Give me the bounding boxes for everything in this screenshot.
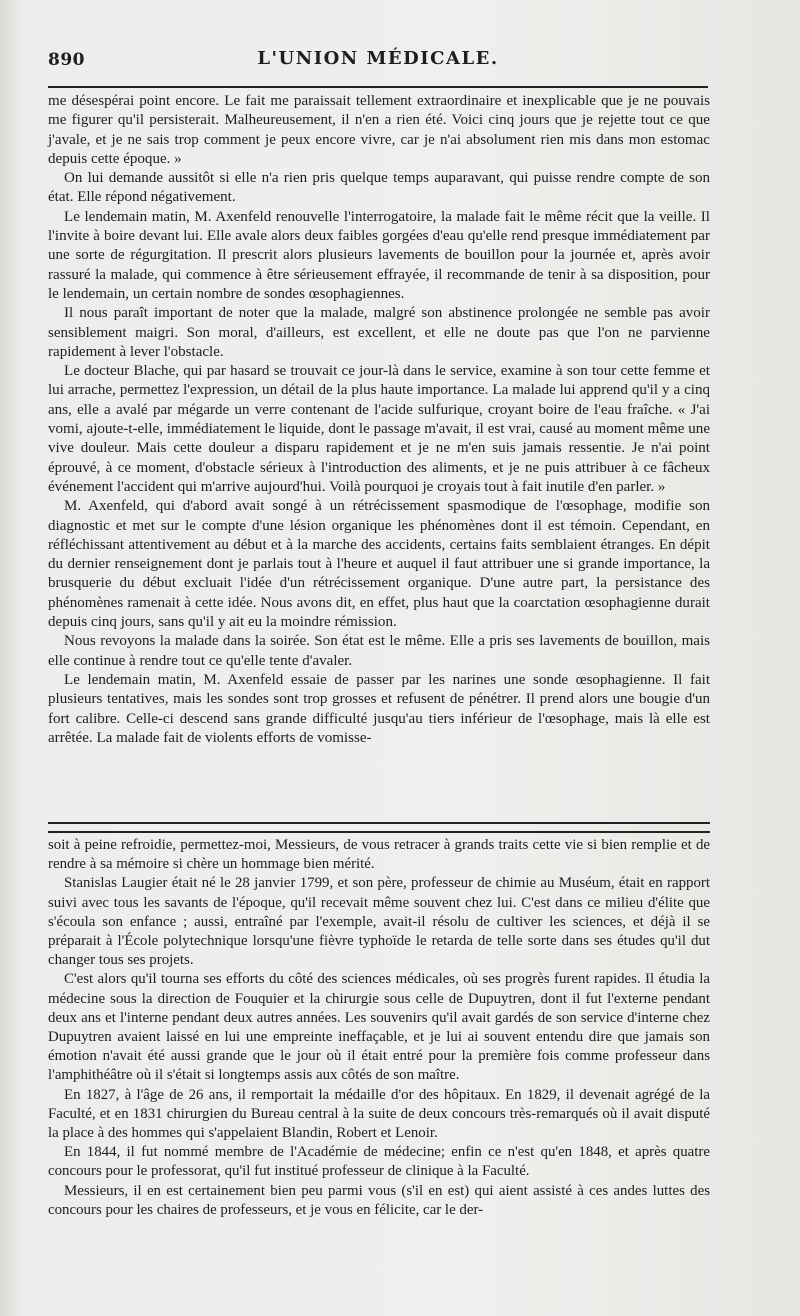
paragraph: me désespérai point encore. Le fait me paraissait tellement extraordinaire et inexplicable que je ne pouvais me figurer qu'il persisterait. Malheureusement, il n'en a rien été. Voici cinq jours que je rejette tout ce que j'avale, et je ne sais trop comment je peux encore vivre, car je n'ai absolument rien mis dans mon estomac depuis cette époque. » [48,93,710,167]
page-number: 890 [48,50,85,70]
feuilleton-separator [48,822,710,833]
header-rule [48,86,708,88]
feuilleton-text [48,836,710,1220]
paragraph: Stanislas Laugier était né le 28 janvier 1799, et son père, professeur de chimie au Muséum, était en rapport suivi avec tous les savants de l'époque, qu'il recevait même souvent chez lui. C'est dans ce milieu d'élite que s'écoula son enfance ; aussi, entraîné par l'exemple, avait-il résolu de cultiver les sciences, et déjà il se préparait à l'École polytechnique lorsqu'une fièvre typhoïde le retarda de telle sorte dans ses études qu'il dut changer tous ses projets. [48,875,710,969]
paragraph: Le lendemain matin, M. Axenfeld renouvelle l'interrogatoire, la malade fait le même récit que la veille. Il l'invite à boire devant lui. Elle avale alors deux faibles gorgées d'eau qu'elle rend presque immédiatement par une sorte de régurgitation. Il prescrit alors plusieurs lavements de bouillon pour la journée et, après avoir rassuré la malade, qui commence à être sérieusement effrayée, il recommande de tenir à sa disposition, pour le lendemain, un certain nombre de sondes œsophagiennes. [48,208,710,302]
paragraph: On lui demande aussitôt si elle n'a rien pris quelque temps auparavant, qui puisse rendre compte de son état. Elle répond négativement. [48,170,710,206]
paragraph: Messieurs, il en est certainement bien peu parmi vous (s'il en est) qui aient assisté à ces andes luttes des concours pour les chaires de professeurs, et je vous en félicite, car le der- [48,1182,710,1218]
paragraph: Il nous paraît important de noter que la malade, malgré son abstinence prolongée ne semble pas avoir sensiblement maigri. Son moral, d'ailleurs, est excellent, et elle ne doute pas que l'on ne parvienne rapidement à lever l'obstacle. [48,305,710,360]
paragraph: Nous revoyons la malade dans la soirée. Son état est le même. Elle a pris ses lavements de bouillon, mais elle continue à rendre tout ce qu'elle tente d'avaler. [48,633,710,669]
paragraph: soit à peine refroidie, permettez-moi, Messieurs, de vous retracer à grands traits cette vie si bien remplie et de rendre à sa mémoire si chère un hommage bien mérité. [48,837,710,873]
paragraph: En 1827, à l'âge de 26 ans, il remportait la médaille d'or des hôpitaux. En 1829, il devenait agrégé de la Faculté, et en 1831 chirurgien du Bureau central à la suite de deux concours très-remarqués où il avait disputé la place à des hommes qui s'appelaient Blandin, Robert et Lenoir. [48,1086,710,1142]
paragraph: M. Axenfeld, qui d'abord avait songé à un rétrécissement spasmodique de l'œsophage, modifie son diagnostic et met sur le compte d'une lésion organique les phénomènes dont il est témoin. Cependant, en réfléchissant attentivement au début et à la marche des accidents, certains faits semblaient étranges. En dépit du dernier renseignement dont je parlais tout à l'heure et auquel il faut attribuer une si grande importance, la brusquerie du début excluait l'idée d'un rétrécissement organique. D'une autre part, la persistance des phénomènes ramenait à cette idée. Nous avons dit, en effet, plus haut que la coarctation œsophagienne durait depuis cinq jours, sans qu'il y ait eu la moindre rémission. [48,498,710,631]
paragraph: C'est alors qu'il tourna ses efforts du côté des sciences médicales, où ses progrès furent rapides. Il étudia la médecine sous la direction de Fouquier et la chirurgie sous celle de Dupuytren, dont il fut l'externe pendant deux ans et l'interne pendant deux autres années. Les souvenirs qu'il avait gardés de son service d'interne chez Dupuytren avaient laissé en lui une empreinte ineffaçable, et je lui ai souvent entendu dire que jamais son émotion n'avait été aussi grande que le jour où il était entré pour la première fois comme professeur dans l'amphithéâtre où il s'était si longtemps assis aux côtés de son maître. [48,971,710,1084]
page-header [48,44,708,78]
paragraph: Le lendemain matin, M. Axenfeld essaie de passer par les narines une sonde œsophagienne. Il fait plusieurs tentatives, mais les sondes sont trop grosses et refusent de pénétrer. Il prend alors une bougie d'un fort calibre. Celle-ci descend sans grande difficulté jusqu'au tiers inférieur de l'œsophage, mais là elle est arrêtée. La malade fait de violents efforts de vomisse- [48,671,710,746]
paragraph: Le docteur Blache, qui par hasard se trouvait ce jour-là dans le service, examine à son tour cette femme et lui arrache, permettez l'expression, un détail de la plus haute importance. La malade lui apprend qu'il y a cinq ans, elle a avalé par mégarde un verre contenant de l'acide sulfurique, croyant boire de l'eau fraîche. « J'ai vomi, ajoute-t-elle, immédiatement le liquide, dont le passage m'avait, il est vrai, causé au moment même une vive douleur. Mais cette douleur a disparu rapidement et je ne m'en suis jamais ressentie. Je n'ai point éprouvé, à ce moment, d'obstacle sérieux à l'introduction des aliments, et je ne puis attribuer à ce fâcheux événement l'accident qui m'arrive aujourd'hui. Voilà pourquoi je croyais tout à fait inutile d'en parler. » [48,363,710,495]
main-article-text [48,92,710,748]
journal-title: L'UNION MÉDICALE. [257,48,499,69]
paragraph: En 1844, il fut nommé membre de l'Académie de médecine; enfin ce n'est qu'en 1848, et après quatre concours pour le professorat, qu'il fut institué professeur de clinique à la Faculté. [48,1144,710,1180]
